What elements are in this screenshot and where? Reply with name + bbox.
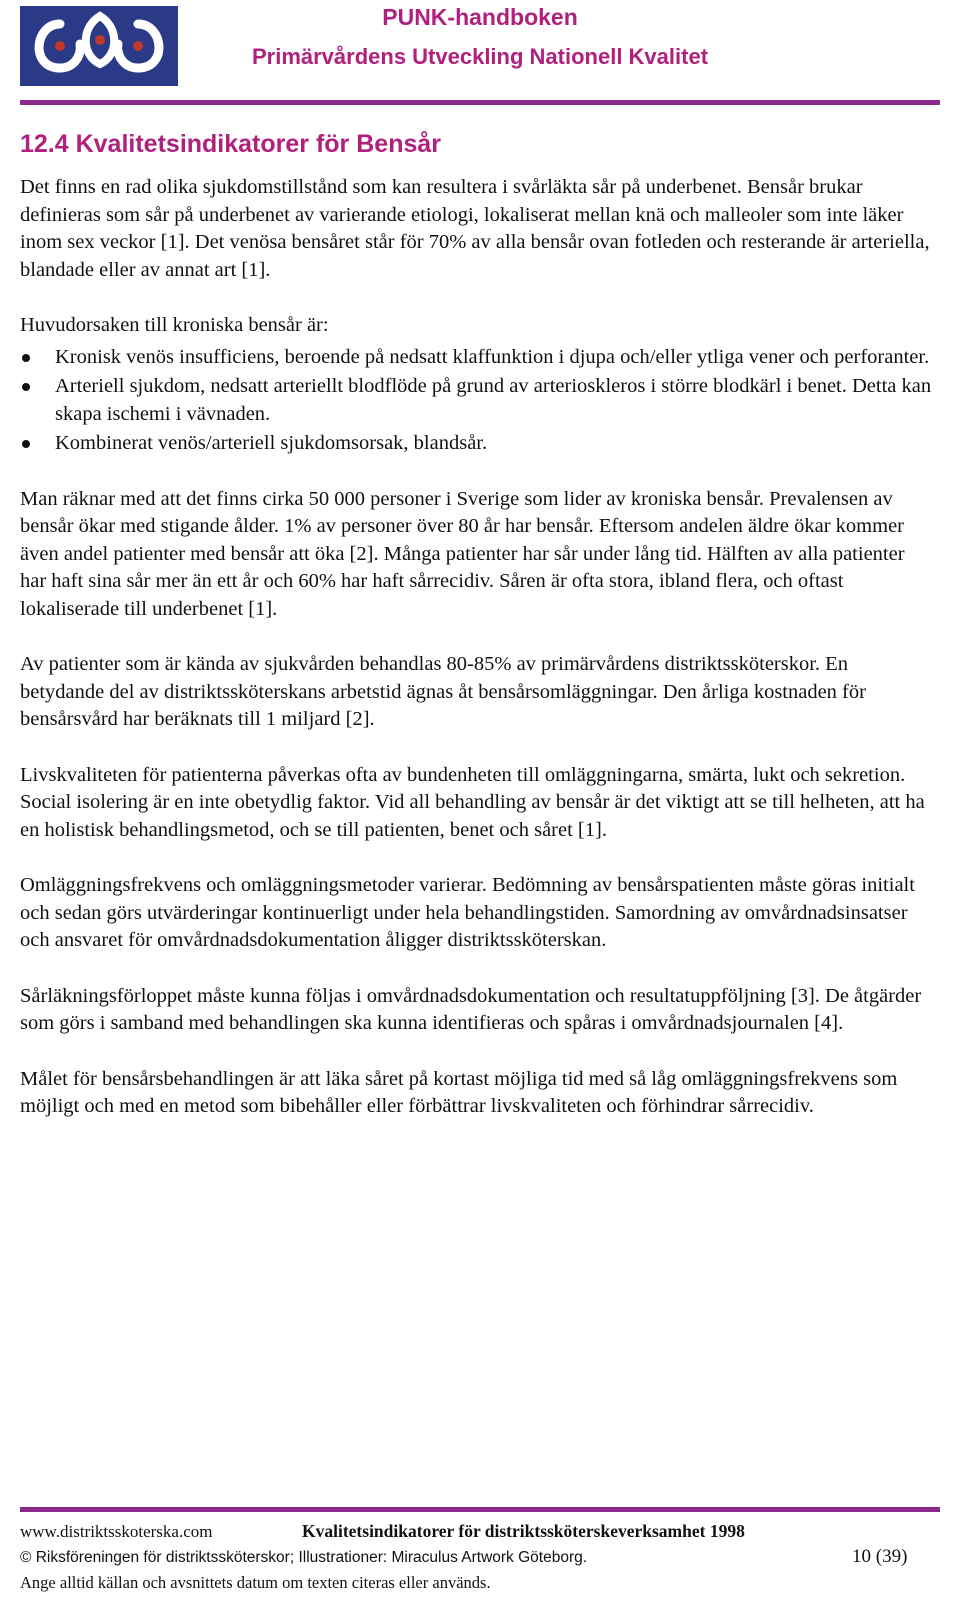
cause-list — [20, 344, 935, 458]
section-heading: 12.4 Kvalitetsindikatorer för Bensår — [20, 130, 441, 158]
bullet-icon — [22, 354, 30, 362]
org-logo-icon — [20, 6, 178, 86]
paragraph-intro: Det finns en rad olika sjukdomstillstånd som kan resultera i svårläkta sår på underbenet. Bensår brukar definieras som sår på underbenet av varierande etiologi, lokaliserat mellan knä och malleoler som inte läker inom sex veckor [1]. Det venösa bensåret står för 70% av alla bensår ovan fotleden och resterande är arteriella, blandade eller av annat art [1]. — [20, 176, 930, 281]
document-body — [20, 130, 935, 1149]
paragraph-goal: Målet för bensårsbehandlingen är att läka såret på kortast möjliga tid med så låg omläggningsfrekvens som möjligt och med en metod som bibehåller eller förbättrar livskvaliteten och förhindrar sårrecidiv. — [20, 1067, 898, 1117]
footer-divider — [20, 1507, 940, 1512]
list-item-text: Arteriell sjukdom, nedsatt arteriellt blodflöde på grund av arterioskleros i större blodkärl i benet. Detta kan skapa ischemi i vävnaden. — [55, 375, 932, 425]
paragraph-care: Av patienter som är kända av sjukvården behandlas 80-85% av primärvårdens distriktssköterskor. En betydande del av distriktssköterskans arbetstid ägnas åt bensårsomläggningar. Den årliga kostnaden för bensårsvård har beräknats till 1 miljard [2]. — [20, 653, 866, 730]
list-item — [20, 373, 935, 428]
bullet-icon — [22, 440, 30, 448]
header-subtitle: Primärvårdens Utveckling Nationell Kvalitet — [251, 44, 709, 69]
list-item — [20, 430, 935, 458]
footer-document-title: Kvalitetsindikatorer för distriktssköterskeverksamhet 1998 — [302, 1521, 745, 1541]
page-number: 10 (39) — [852, 1546, 908, 1567]
header-divider — [20, 100, 940, 105]
footer-website-link[interactable]: www.distriktsskoterska.com — [20, 1522, 213, 1541]
footer-citation-note: Ange alltid källan och avsnittets datum om texten citeras eller används. — [20, 1573, 491, 1592]
list-item-text: Kombinerat venös/arteriell sjukdomsorsak, blandsår. — [55, 432, 488, 454]
bullet-icon — [22, 383, 30, 391]
footer-copyright: © Riksföreningen för distriktssköterskor; Illustrationer: Miraculus Artwork Göteborg. — [20, 1549, 588, 1566]
header-title: PUNK-handboken — [382, 4, 578, 30]
paragraph-documentation: Sårläkningsförloppet måste kunna följas i omvårdnadsdokumentation och resultatuppföljning [3]. De åtgärder som görs i samband med behandlingen ska kunna identifieras och spåras i omvårdnadsjournalen [4]. — [20, 984, 922, 1034]
list-item-text: Kronisk venös insufficiens, beroende på nedsatt klaffunktion i djupa och/eller ytliga vener och perforanter. — [55, 345, 930, 368]
list-item — [20, 344, 935, 372]
paragraph-prevalence: Man räknar med att det finns cirka 50 000 personer i Sverige som lider av kroniska bensår. Prevalensen av bensår ökar med stigande ålder. 1% av personer över 80 år har bensår. Eftersom andelen äldre ökar kommer även andel patienter med bensår att öka [2]. Många patienter har sår under lång tid. Hälften av alla patienter har haft sina sår mer än ett år och 60% har haft sårrecidiv. Såren är ofta stora, ibland flera, och oftast lokaliserade till underbenet [1]. — [20, 487, 905, 620]
paragraph-dressing: Omläggningsfrekvens och omläggningsmetoder varierar. Bedömning av bensårspatienten måste göras initialt och sedan görs utvärderingar kontinuerligt under hela behandlingstiden. Samordning av omvårdnadsinsatser och ansvaret för omvårdnadsdokumentation åligger distriktssköterskan. — [20, 874, 915, 951]
list-intro: Huvudorsaken till kroniska bensår är: — [20, 314, 329, 336]
paragraph-quality-of-life: Livskvaliteten för patienterna påverkas ofta av bundenheten till omläggningarna, smärta, lukt och sekretion. Social isolering är en inte obetydlig faktor. Vid all behandling av bensår är det viktigt att se till helheten, att ha en holistisk behandlingsmetod, och se till patienten, benet och såret [1]. — [20, 763, 925, 841]
